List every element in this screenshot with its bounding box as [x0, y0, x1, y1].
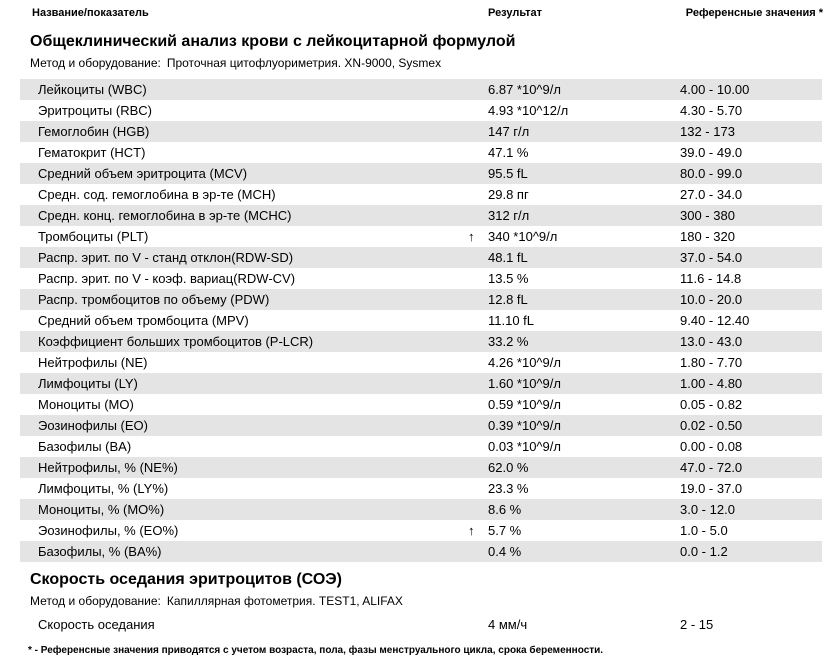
table-row [20, 457, 822, 478]
result-value: 95.5 fL [488, 166, 528, 181]
high-value-arrow-icon: ↑ [468, 523, 475, 538]
table-row [20, 268, 822, 289]
result-value: 23.3 % [488, 481, 529, 496]
table-row [20, 436, 822, 457]
method-line [30, 594, 826, 608]
parameter-name: Эозинофилы (EO) [38, 418, 148, 433]
parameter-name: Моноциты, % (MO%) [38, 502, 165, 517]
reference-range: 47.0 - 72.0 [680, 460, 743, 475]
result-value: 4.26 *10^9/л [488, 355, 561, 370]
table-row [20, 373, 822, 394]
parameter-name: Лимфоциты, % (LY%) [38, 481, 169, 496]
parameter-name: Базофилы (BA) [38, 439, 132, 454]
reference-footnote: * - Референсные значения приводятся с учетом возраста, пола, фазы менструального цикла, срока беременности. [28, 645, 604, 656]
table-row [20, 331, 822, 352]
section-title: Скорость оседания эритроцитов (СОЭ) [30, 571, 342, 588]
section-title: Общеклинический анализ крови с лейкоцитарной формулой [30, 33, 516, 50]
parameter-name: Гемоглобин (HGB) [38, 124, 150, 139]
reference-range: 10.0 - 20.0 [680, 292, 743, 307]
parameter-name: Распр. эрит. по V - коэф. вариац(RDW-CV) [38, 271, 296, 286]
parameter-name: Базофилы, % (BA%) [38, 544, 162, 559]
parameter-name: Средний объем тромбоцита (MPV) [38, 313, 249, 328]
result-value: 13.5 % [488, 271, 529, 286]
results-table [0, 614, 826, 635]
parameter-name: Лейкоциты (WBC) [38, 82, 147, 97]
parameter-name: Моноциты (MO) [38, 397, 134, 412]
table-row [20, 163, 822, 184]
table-row [20, 289, 822, 310]
reference-range: 27.0 - 34.0 [680, 187, 743, 202]
reference-range: 4.30 - 5.70 [680, 103, 743, 118]
parameter-name: Эозинофилы, % (EO%) [38, 523, 179, 538]
table-row [20, 247, 822, 268]
result-value: 4 мм/ч [488, 617, 528, 632]
result-value: 312 г/л [488, 208, 530, 223]
parameter-name: Средн. конц. гемоглобина в эр-те (MCHC) [38, 208, 292, 223]
table-row [20, 226, 822, 247]
reference-range: 1.80 - 7.70 [680, 355, 743, 370]
result-value: 6.87 *10^9/л [488, 82, 561, 97]
parameter-name: Распр. эрит. по V - станд отклон(RDW-SD) [38, 250, 294, 265]
header-result-column: Результат [488, 7, 543, 19]
table-row [20, 499, 822, 520]
reference-range: 2 - 15 [680, 617, 714, 632]
reference-range: 4.00 - 10.00 [680, 82, 750, 97]
reference-range: 1.00 - 4.80 [680, 376, 743, 391]
reference-range: 3.0 - 12.0 [680, 502, 735, 517]
report-section [0, 32, 826, 562]
table-row [20, 142, 822, 163]
method-line [30, 56, 826, 70]
table-row [20, 79, 822, 100]
table-row [20, 415, 822, 436]
result-value: 0.59 *10^9/л [488, 397, 561, 412]
table-row [20, 541, 822, 562]
reference-range: 0.02 - 0.50 [680, 418, 743, 433]
reference-range: 132 - 173 [680, 124, 735, 139]
reference-range: 0.0 - 1.2 [680, 544, 728, 559]
table-row [20, 520, 822, 541]
table-row [20, 394, 822, 415]
table-row [20, 614, 822, 635]
results-table [0, 79, 826, 562]
result-value: 33.2 % [488, 334, 529, 349]
report-section [0, 570, 826, 635]
result-value: 4.93 *10^12/л [488, 103, 569, 118]
parameter-name: Нейтрофилы, % (NE%) [38, 460, 178, 475]
result-value: 0.4 % [488, 544, 522, 559]
table-row [20, 310, 822, 331]
table-row [20, 100, 822, 121]
report-sections [0, 32, 826, 635]
reference-range: 9.40 - 12.40 [680, 313, 750, 328]
reference-range: 37.0 - 54.0 [680, 250, 743, 265]
method-value: Капиллярная фотометрия. TEST1, ALIFAX [166, 594, 403, 608]
parameter-name: Средний объем эритроцита (MCV) [38, 166, 248, 181]
header-name-column: Название/показатель [32, 7, 149, 19]
parameter-name: Лимфоциты (LY) [38, 376, 138, 391]
reference-range: 19.0 - 37.0 [680, 481, 743, 496]
result-value: 0.39 *10^9/л [488, 418, 561, 433]
result-value: 147 г/л [488, 124, 530, 139]
parameter-name: Тромбоциты (PLT) [38, 229, 149, 244]
reference-range: 300 - 380 [680, 208, 735, 223]
method-value: Проточная цитофлуориметрия. XN-9000, Sysmex [166, 56, 442, 70]
reference-range: 1.0 - 5.0 [680, 523, 728, 538]
parameter-name: Распр. тромбоцитов по объему (PDW) [38, 292, 270, 307]
reference-range: 39.0 - 49.0 [680, 145, 743, 160]
result-value: 0.03 *10^9/л [488, 439, 561, 454]
table-header [0, 0, 826, 22]
result-value: 340 *10^9/л [488, 229, 558, 244]
result-value: 47.1 % [488, 145, 529, 160]
parameter-name: Коэффициент больших тромбоцитов (P-LCR) [38, 334, 314, 349]
high-value-arrow-icon: ↑ [468, 229, 475, 244]
reference-range: 0.05 - 0.82 [680, 397, 743, 412]
reference-range: 0.00 - 0.08 [680, 439, 743, 454]
reference-range: 13.0 - 43.0 [680, 334, 743, 349]
parameter-name: Гематокрит (HCT) [38, 145, 146, 160]
result-value: 12.8 fL [488, 292, 528, 307]
parameter-name: Эритроциты (RBC) [38, 103, 152, 118]
reference-range: 180 - 320 [680, 229, 735, 244]
result-value: 62.0 % [488, 460, 529, 475]
method-label: Метод и оборудование: [30, 56, 161, 70]
result-value: 5.7 % [488, 523, 522, 538]
result-value: 1.60 *10^9/л [488, 376, 561, 391]
reference-range: 80.0 - 99.0 [680, 166, 743, 181]
table-row [20, 121, 822, 142]
result-value: 8.6 % [488, 502, 522, 517]
table-row [20, 205, 822, 226]
reference-range: 11.6 - 14.8 [680, 271, 742, 286]
parameter-name: Нейтрофилы (NE) [38, 355, 148, 370]
method-label: Метод и оборудование: [30, 594, 161, 608]
table-row [20, 184, 822, 205]
result-value: 29.8 пг [488, 187, 529, 202]
parameter-name: Скорость оседания [38, 617, 155, 632]
result-value: 11.10 fL [488, 313, 535, 328]
parameter-name: Средн. сод. гемоглобина в эр-те (MCH) [38, 187, 276, 202]
header-reference-column: Референсные значения * [685, 7, 823, 19]
result-value: 48.1 fL [488, 250, 528, 265]
table-row [20, 352, 822, 373]
table-row [20, 478, 822, 499]
